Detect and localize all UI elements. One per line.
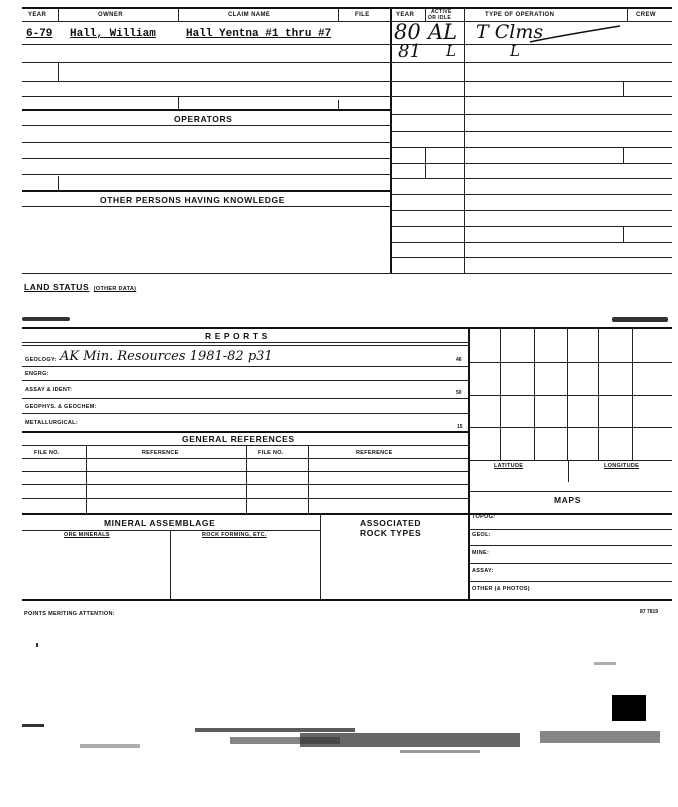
- reports-title: R E P O R T S: [205, 331, 268, 341]
- associated-rock-types-line1: ASSOCIATED: [360, 518, 422, 528]
- activity-status-l: L: [446, 42, 456, 60]
- header-year: YEAR: [28, 12, 47, 18]
- land-status: [24, 277, 136, 295]
- header-year-2: YEAR: [396, 12, 415, 18]
- land-status-label: LAND STATUS: [24, 282, 90, 292]
- maps-title: MAPS: [554, 495, 581, 505]
- points-meriting-attention: POINTS MERITING ATTENTION:: [24, 611, 115, 617]
- operators-heading: OPERATORS: [174, 114, 233, 124]
- report-metallurgical-label: METALLURGICAL:: [25, 420, 78, 426]
- gen-ref-header-file-no-2: FILE NO.: [258, 450, 284, 456]
- ore-minerals-label: ORE MINERALS: [64, 532, 110, 538]
- report-geology-value: AK Min. Resources 1981-82 p31: [60, 349, 273, 364]
- activity-operation-81: L: [510, 42, 520, 60]
- associated-rock-types-line2: ROCK TYPES: [360, 528, 422, 538]
- header-owner: OWNER: [98, 12, 123, 18]
- handwriting-stroke: [528, 24, 623, 46]
- row1-owner: Hall, William: [70, 28, 156, 40]
- report-assay-label: ASSAY & IDENT:: [25, 387, 73, 393]
- header-active-line2: OR IDLE: [428, 15, 452, 21]
- mineral-assemblage-title: MINERAL ASSEMBLAGE: [104, 518, 216, 528]
- header-crew: CREW: [636, 12, 656, 18]
- header-claim-name: CLAIM NAME: [228, 12, 271, 18]
- row1-year: 6-79: [26, 28, 53, 40]
- activity-status-al: AL: [428, 20, 458, 44]
- rock-forming-label: ROCK FORMING, ETC.: [202, 532, 267, 538]
- report-geophys-label: GEOPHYS. & GEOCHEM:: [25, 404, 97, 410]
- maps-other: OTHER (& PHOTOS): [472, 586, 530, 592]
- gen-ref-header-reference-2: REFERENCE: [356, 450, 393, 456]
- activity-operation-80: T Clms: [476, 21, 544, 43]
- maps-mine: MINE:: [472, 550, 490, 556]
- report-engrg-label: ENGRG:: [25, 371, 49, 377]
- report-geology-label: GEOLOGY:: [25, 357, 57, 363]
- longitude-label: LONGITUDE: [604, 463, 640, 469]
- header-file: FILE: [355, 12, 370, 18]
- maps-assay: ASSAY:: [472, 568, 494, 574]
- report-metallurgical-num: 15: [457, 424, 463, 430]
- row1-claim-name: Hall Yentna #1 thru #7: [186, 28, 332, 40]
- header-type-of-operation: TYPE OF OPERATION: [485, 12, 555, 18]
- other-persons-heading: OTHER PERSONS HAVING KNOWLEDGE: [100, 195, 286, 205]
- form-number: 87 7819: [640, 609, 659, 615]
- activity-year-81: 81: [398, 41, 421, 62]
- gen-ref-header-file-no-1: FILE NO.: [34, 450, 60, 456]
- gen-ref-header-reference-1: REFERENCE: [142, 450, 179, 456]
- report-assay-num: 50: [456, 390, 462, 396]
- latitude-label: LATITUDE: [494, 463, 524, 469]
- maps-geol: GEOL:: [472, 532, 491, 538]
- maps-topog: TOPOG:: [472, 514, 496, 520]
- activity-year-80: 80: [394, 20, 421, 44]
- header-active-line1: ACTIVE: [431, 9, 452, 15]
- report-geology-num: 46: [456, 357, 462, 363]
- general-references-title: GENERAL REFERENCES: [182, 434, 295, 444]
- land-status-note: (OTHER DATA): [93, 286, 137, 292]
